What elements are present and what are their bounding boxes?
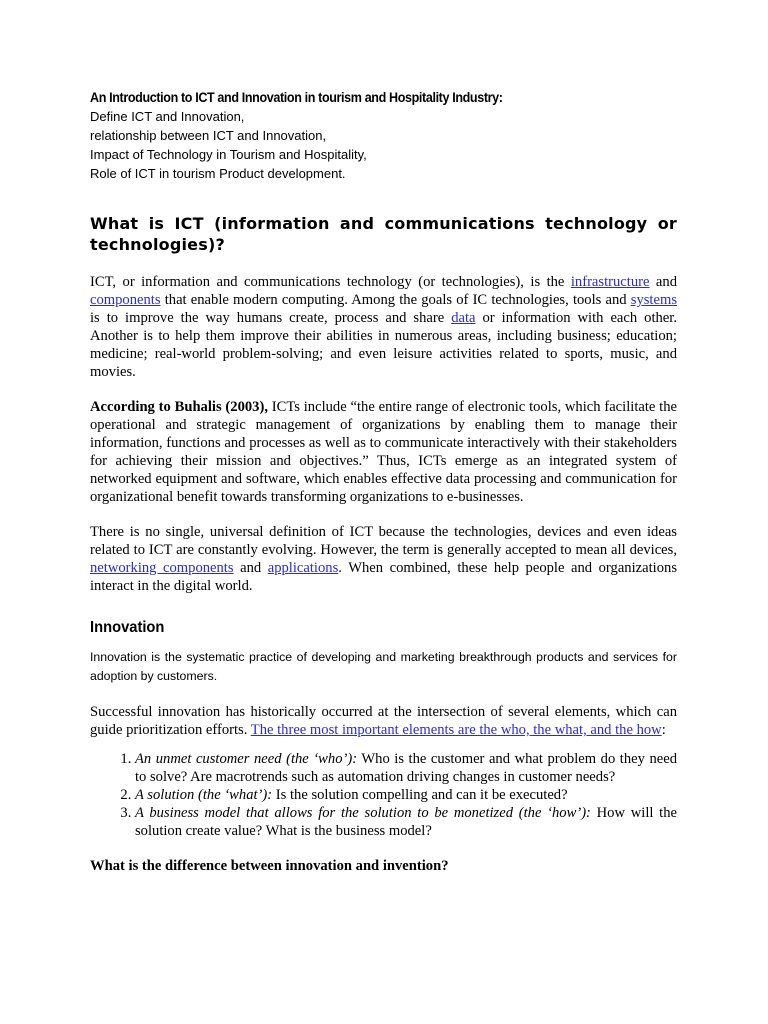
elements-list	[90, 750, 677, 840]
innovation-text: Successful innovation has historically occurred at the intersection of several elements, which can guide prioritization efforts.	[90, 704, 677, 738]
list-item-text: How will the solution create value? What is the business model?	[135, 805, 677, 839]
ict-heading: What is ICT (information and communications technology or technologies)?	[90, 214, 677, 254]
ict-paragraph-text: or information with each other. Another is to help them improve their abilities in numerous areas, including business; education; medicine; real-world problem-solving; and even leisure activities related to sports, music, and movies.	[90, 310, 677, 380]
definition-text: and	[233, 560, 268, 576]
buhalis-text: ICTs include “the entire range of electronic tools, which facilitate the operational and strategic management of organizations by enabling them to manage their information, functions and processes as well as to communicate interactively with their stakeholders for achieving their mission and objectives.” Thus, ICTs emerge as an integrated system of networked equipment and software, which enables effective data processing and communication for organizational benefit towards transforming organizations to e-businesses.	[90, 399, 678, 505]
list-item	[135, 750, 677, 786]
ict-paragraph-text: ICT, or information and communications technology (or technologies), is the	[90, 274, 571, 290]
innovation-definition: Innovation is the systematic practice of developing and marketing breakthrough products and services for adoption by customers.	[90, 650, 677, 683]
ict-paragraph-text: is to improve the way humans create, process and share	[90, 310, 452, 326]
difference-question: What is the difference between innovation and invention?	[90, 858, 449, 874]
buhalis-paragraph	[90, 398, 677, 506]
link-infrastructure[interactable]: infrastructure	[570, 274, 650, 290]
ict-paragraph	[90, 273, 677, 381]
list-item-text: Is the solution compelling and can it be executed?	[272, 787, 568, 803]
list-item-text: Who is the customer and what problem do they need to solve? Are macrotrends such as automation driving changes in customer needs?	[135, 751, 677, 785]
intro-line-3: Impact of Technology in Tourism and Hospitality,	[90, 147, 367, 162]
link-data[interactable]: data	[451, 310, 476, 326]
list-item-label: A business model that allows for the solution to be monetized (the ‘how’):	[135, 805, 591, 821]
link-three-elements[interactable]: The three most important elements are the who, the what, and the how	[250, 722, 662, 738]
list-item-label: A solution (the ‘what’):	[135, 787, 273, 803]
list-item-label: An unmet customer need (the ‘who’):	[135, 751, 358, 767]
link-components[interactable]: components	[90, 292, 161, 308]
definition-text: . When combined, these help people and organizations interact in the digital world.	[90, 560, 677, 594]
definition-paragraph	[90, 523, 677, 595]
document-page	[90, 88, 677, 875]
innovation-paragraph	[90, 703, 677, 739]
list-item	[135, 786, 677, 804]
list-item	[135, 804, 677, 840]
ict-paragraph-text: that enable modern computing. Among the goals of IC technologies, tools and	[160, 292, 631, 308]
buhalis-citation: According to Buhalis (2003),	[90, 399, 268, 415]
definition-text: There is no single, universal definition of ICT because the technologies, devices and even ideas related to ICT are constantly evolving. However, the term is generally accepted to mean all devices,	[90, 524, 677, 558]
intro-line-1: Define ICT and Innovation,	[90, 109, 245, 124]
innovation-text: :	[661, 722, 666, 738]
intro-line-2: relationship between ICT and Innovation,	[90, 128, 327, 143]
link-networking-components[interactable]: networking components	[90, 560, 234, 576]
ict-paragraph-text: and	[649, 274, 677, 290]
innovation-heading: Innovation	[90, 619, 165, 636]
intro-line-4: Role of ICT in tourism Product development.	[90, 166, 346, 181]
link-applications[interactable]: applications	[267, 560, 339, 576]
intro-title: An Introduction to ICT and Innovation in tourism and Hospitality Industry:	[90, 90, 503, 105]
link-systems[interactable]: systems	[630, 292, 677, 308]
